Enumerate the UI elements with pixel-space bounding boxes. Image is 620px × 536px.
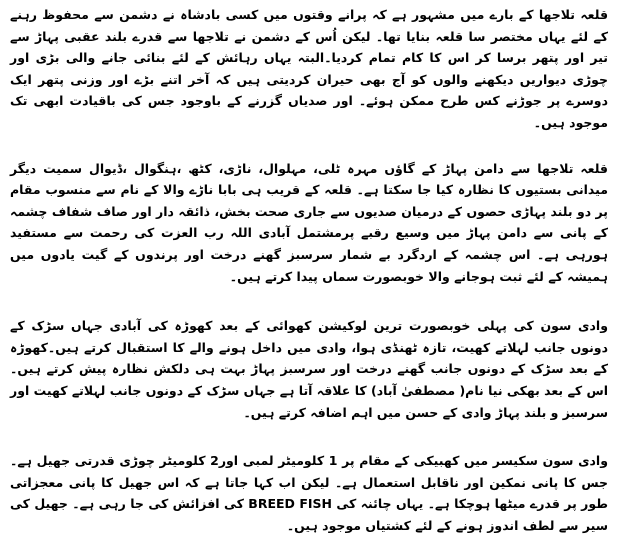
paragraph-wadi-soon-first-location: وادی سون کی پہلی خوبصورت ترین لوکیشن کھوائی کے بعد کھوڑہ کی آبادی جہاں سڑک کے دونوں جانب لہلاتے کھیت، تازہ ٹھنڈی ہوا، وادی میں داخل ہونے والے کا استقبال کرتے ہیں۔کھوڑہ کے بعد سڑک کے دونوں جانب گھنے درخت اور سرسبز پہاڑ بہت ہی دلکش نظارہ پیش کرتے ہیں۔اس کے بعد بھکی نیا نام( مصطفیٰ آباد) کا علاقہ آتا ہے جہاں سڑک کے دونوں جانب لہلاتے کھیت اور سرسبز و بلند پہاڑ وادی کے حسن میں اہم اضافہ کرتے ہیں۔	[10, 318, 608, 420]
paragraph-khabeki-lake: وادی سون سکیسر میں کھبیکی کے مقام پر 1 کلومیٹر لمبی اور2 کلومیٹر چوڑی قدرتی جھیل ہے۔جس کا پانی نمکین اور ناقابل استعمال ہے۔ لیکن اب کہا جاتا ہے کہ اس جھیل کا پانی معجزاتی طور پر قدرے میٹھا ہوچکا ہے۔ یہاں چائنہ کی BREED FISH کی افزائش کی جا رہی ہے۔ جھیل کی سیر سے لطف اندوز ہونے کے لئے کشتیاں موجود ہیں۔	[10, 453, 608, 533]
paragraph-qila-tilajha-view-and-spring: قلعہ تلاجھا سے دامن پہاڑ کے گاؤں مہرہ ٹلی، مہلوال، ناڑی، کٹھ ،ہنگوال ،ڈیوال سمیت دیگر میدانی بستیوں کا نظارہ کیا جا سکتا ہے۔ قلعہ کے قریب ہی بابا ناڑے والا کے نام سے منسوب مقام پر دو بلند پہاڑی حصوں کے درمیان صدیوں سے جاری صحت بخش، ذائقہ دار اور صاف شفاف چشمہ کے پانی سے دامن پہاڑ میں وسیع رقبے پرمشتمل آبادی اللہ رب العزت کی رحمت سے مستفید ہورہی ہے۔ اس چشمہ کے اردگرد بے شمار سرسبز گھنے درخت اور پرندوں کے گیت یادوں میں ہمیشہ کے لئے ثبت ہوجانے والا خوبصورت سماں پیدا کرتے ہیں۔	[10, 160, 608, 284]
paragraph-qila-tilajha-history: قلعہ تلاجھا کے بارے میں مشہور ہے کہ پرانے وقتوں میں کسی بادشاہ نے دشمن سے محفوظ رہنے کے لئے یہاں مختصر سا قلعہ بنایا تھا۔ لیکن اُس کے دشمن نے تلاجھا سے قدرے بلند عقبی پہاڑ سے تیر اور پتھر برسا کر اس کا کام تمام کردیا۔البتہ یہاں رہائش کے لئے بنائی جانے والی بڑی اور چوڑی دیواریں دیکھنے والوں کو آج بھی حیران کردیتی ہیں کہ آخر اتنے بڑے اور وزنی پتھر ایک دوسرے پر جوڑنے کس طرح ممکن ہوئے۔ اور صدیاں گزرنے کے باوجود جس کی باقیادت ابھی تک موجود ہیں۔	[10, 7, 608, 130]
